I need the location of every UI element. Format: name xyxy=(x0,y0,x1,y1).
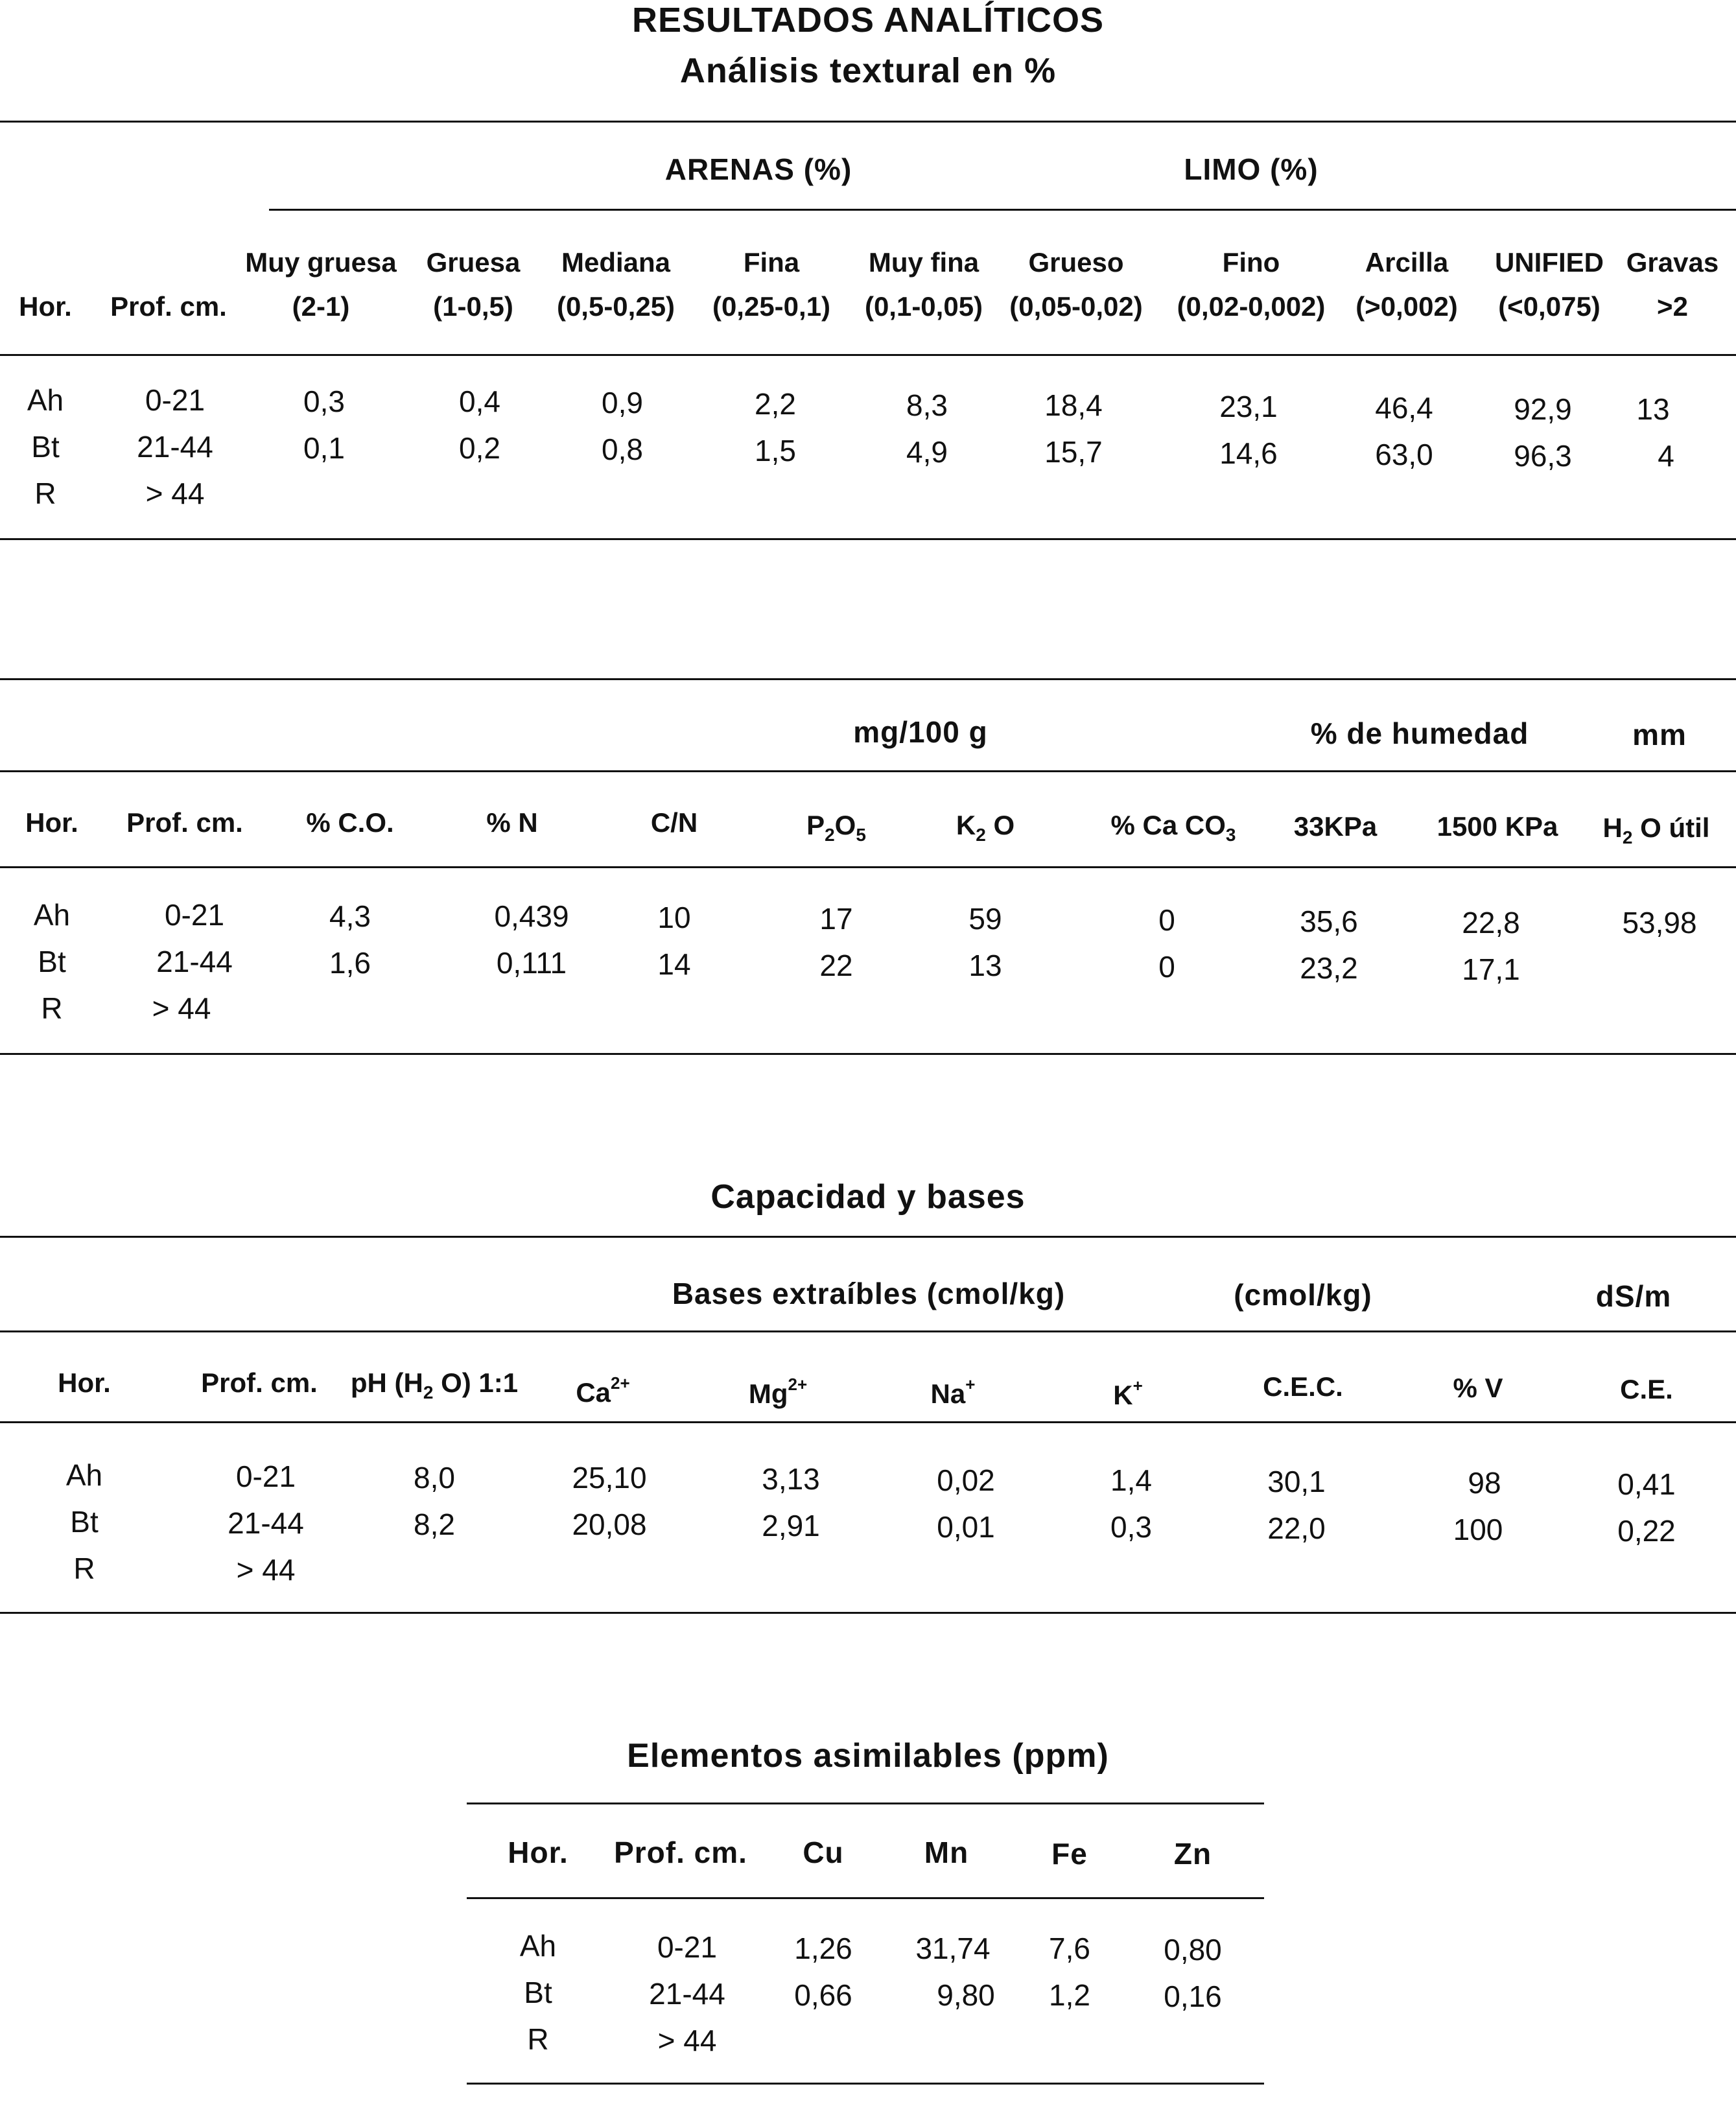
table2-group-rule xyxy=(0,770,1736,772)
t3-h-ca-sup: 2+ xyxy=(611,1373,630,1393)
t2-h-co: % C.O. xyxy=(306,807,394,838)
t1-r1-c2: 0,1 xyxy=(303,431,345,465)
table4-bottom-rule xyxy=(467,2083,1264,2085)
t2-r0-k2o: 59 xyxy=(968,902,1002,936)
t1-r0-c4: 0,9 xyxy=(602,386,643,420)
t3-h-prof: Prof. cm. xyxy=(201,1367,318,1398)
t4-r1-mn: 9,80 xyxy=(937,1978,995,2012)
t4-r1-cu: 0,66 xyxy=(794,1978,852,2012)
t3-r0-cec: 30,1 xyxy=(1267,1465,1326,1498)
t2-h-k2o-a: K xyxy=(956,810,976,840)
t3-h-cec: C.E.C. xyxy=(1263,1371,1343,1402)
t1-h10-l1: (<0,075) xyxy=(1498,291,1601,322)
t1-r0-c10: 92,9 xyxy=(1514,392,1572,426)
t1-r0-c3: 0,4 xyxy=(459,384,500,418)
t3-h-mg-a: Mg xyxy=(748,1378,788,1409)
t3-r1-hor: Bt xyxy=(70,1505,99,1539)
t4-h-prof: Prof. cm. xyxy=(614,1836,747,1869)
t3-r0-ce: 0,41 xyxy=(1617,1467,1676,1501)
t3-h-na-a: Na xyxy=(930,1378,966,1409)
t1-r0-c2: 0,3 xyxy=(303,384,345,418)
t2-r2-hor: R xyxy=(41,991,63,1025)
table1-top-rule xyxy=(0,121,1736,123)
table3-header-rule xyxy=(0,1421,1736,1423)
t4-r0-zn: 0,80 xyxy=(1164,1933,1222,1967)
t1-h8-l0: Fino xyxy=(1222,247,1280,278)
elementos-title: Elementos asimilables (ppm) xyxy=(627,1737,1109,1775)
t2-h-k2o xyxy=(921,804,1050,857)
t2-h-prof: Prof. cm. xyxy=(126,807,243,838)
group-humedad: % de humedad xyxy=(1310,716,1529,750)
t2-h-h2o-s: 2 xyxy=(1622,827,1633,847)
t1-r0-hor: Ah xyxy=(27,383,64,417)
t4-r0-hor: Ah xyxy=(519,1929,557,1963)
t2-r0-h2o: 53,98 xyxy=(1622,906,1697,940)
t1-h2-l0: Muy gruesa xyxy=(245,247,397,278)
t3-h-k-a: K xyxy=(1113,1380,1133,1410)
t3-h-ca xyxy=(551,1362,655,1414)
t4-r2-hor: R xyxy=(527,2022,549,2056)
t1-r0-c7: 18,4 xyxy=(1044,388,1103,422)
t2-h-h2o-a: H xyxy=(1602,812,1623,843)
capacidad-title: Capacidad y bases xyxy=(710,1178,1026,1216)
t4-r1-prof: 21-44 xyxy=(649,1977,725,2011)
group-ds: dS/m xyxy=(1595,1279,1672,1313)
t2-h-p2o5-b: O xyxy=(834,810,856,840)
t2-r1-p2o5: 22 xyxy=(819,949,853,982)
t4-r0-prof: 0-21 xyxy=(657,1930,718,1964)
t1-h5-l1: (0,25-0,1) xyxy=(712,291,831,322)
t4-h-cu: Cu xyxy=(803,1836,844,1869)
t4-h-zn: Zn xyxy=(1173,1837,1212,1871)
t3-r1-na: 0,01 xyxy=(937,1510,995,1544)
t1-r0-c6: 8,3 xyxy=(906,388,948,422)
t2-r0-n: 0,439 xyxy=(494,899,569,933)
t4-r2-prof: > 44 xyxy=(657,2024,717,2057)
t1-r1-c3: 0,2 xyxy=(459,431,500,465)
t1-h11-l0: Gravas xyxy=(1626,247,1719,278)
table2-top-rule xyxy=(0,678,1736,680)
t1-r2-prof: > 44 xyxy=(145,477,205,510)
t3-h-k-sup: + xyxy=(1132,1376,1143,1395)
t4-r1-zn: 0,16 xyxy=(1164,1980,1222,2013)
t2-h-caco3-a: % Ca CO xyxy=(1110,810,1226,840)
t3-r1-ph: 8,2 xyxy=(414,1507,455,1541)
t4-h-mn: Mn xyxy=(924,1836,969,1869)
t3-h-k xyxy=(1076,1364,1180,1417)
t3-h-v: % V xyxy=(1453,1373,1503,1403)
t2-h-h2o-b: O útil xyxy=(1632,812,1710,843)
t3-h-hor: Hor. xyxy=(58,1367,111,1398)
t1-h6-l0: Muy fina xyxy=(868,247,979,278)
t4-h-hor: Hor. xyxy=(508,1836,569,1869)
t1-r2-hor: R xyxy=(34,477,56,510)
t1-h7-l1: (0,05-0,02) xyxy=(1009,291,1143,322)
t2-r1-hor: Bt xyxy=(38,945,66,978)
t2-r1-33kpa: 23,2 xyxy=(1300,951,1358,985)
t2-h-h2o xyxy=(1582,807,1731,859)
table3-bottom-rule xyxy=(0,1612,1736,1614)
table1-group-rule xyxy=(269,209,1736,211)
t2-r0-co: 4,3 xyxy=(329,899,371,933)
t3-h-mg xyxy=(726,1363,830,1415)
t3-r2-hor: R xyxy=(73,1552,95,1585)
t3-r2-prof: > 44 xyxy=(236,1553,296,1587)
t2-h-p2o5-s2: 5 xyxy=(856,825,866,845)
t1-r0-c11: 13 xyxy=(1636,392,1670,426)
group-mg: mg/100 g xyxy=(853,715,988,749)
t2-r0-prof: 0-21 xyxy=(164,898,225,932)
t4-r0-fe: 7,6 xyxy=(1049,1932,1090,1965)
t1-h6-l1: (0,1-0,05) xyxy=(864,291,983,322)
t4-r1-fe: 1,2 xyxy=(1049,1978,1090,2012)
t3-h-ph-a: pH (H xyxy=(350,1367,423,1398)
t1-r0-c5: 2,2 xyxy=(755,387,796,421)
group-limo: LIMO (%) xyxy=(1184,152,1319,186)
t3-r1-v: 100 xyxy=(1453,1513,1503,1546)
t3-r0-ca: 25,10 xyxy=(572,1461,647,1495)
table4-top-rule xyxy=(467,1803,1264,1804)
group-cmol: (cmol/kg) xyxy=(1234,1278,1372,1312)
t3-r1-k: 0,3 xyxy=(1110,1510,1152,1544)
t1-r1-hor: Bt xyxy=(31,430,60,464)
t3-r0-ph: 8,0 xyxy=(414,1461,455,1495)
table4-header-rule xyxy=(467,1897,1264,1899)
t1-r1-c8: 14,6 xyxy=(1219,436,1278,470)
t1-r1-c7: 15,7 xyxy=(1044,435,1103,469)
t3-h-ph-s: 2 xyxy=(423,1382,434,1402)
t1-r1-c5: 1,5 xyxy=(755,434,796,467)
t3-h-ph-b: O) 1:1 xyxy=(433,1367,519,1398)
t2-r1-co: 1,6 xyxy=(329,946,371,980)
t2-r1-n: 0,111 xyxy=(496,946,567,980)
t3-r0-k: 1,4 xyxy=(1110,1463,1152,1497)
table1-bottom-rule xyxy=(0,538,1736,540)
t1-r1-c11: 4 xyxy=(1658,439,1674,473)
textural-title: Análisis textural en % xyxy=(679,51,1057,90)
t2-r1-1500kpa: 17,1 xyxy=(1462,952,1520,986)
t1-r0-c9: 46,4 xyxy=(1375,391,1433,425)
t1-r1-c9: 63,0 xyxy=(1375,438,1433,471)
t2-h-k2o-b: O xyxy=(985,810,1015,840)
t1-h3-l0: Gruesa xyxy=(426,247,521,278)
t3-h-na-sup: + xyxy=(965,1375,976,1394)
t3-r0-v: 98 xyxy=(1468,1466,1501,1500)
t2-r0-33kpa: 35,6 xyxy=(1300,904,1358,938)
t2-r1-caco3: 0 xyxy=(1158,950,1175,984)
t3-r1-mg: 2,91 xyxy=(762,1509,820,1543)
t1-h3-l1: (1-0,5) xyxy=(433,291,513,322)
t2-r0-p2o5: 17 xyxy=(819,902,853,936)
t3-r1-ca: 20,08 xyxy=(572,1507,647,1541)
group-mm: mm xyxy=(1632,718,1687,751)
t3-h-mg-sup: 2+ xyxy=(788,1375,808,1394)
t1-h5-l0: Fina xyxy=(743,247,800,278)
t4-r0-cu: 1,26 xyxy=(794,1932,852,1965)
t2-h-k2o-s: 2 xyxy=(976,825,986,845)
main-title: RESULTADOS ANALÍTICOS xyxy=(632,1,1104,40)
t1-r1-c6: 4,9 xyxy=(906,435,948,469)
t1-h4-l0: Mediana xyxy=(561,247,671,278)
table1-header-rule xyxy=(0,354,1736,356)
t2-h-p2o5-s1: 2 xyxy=(825,825,835,845)
t4-r0-mn: 31,74 xyxy=(915,1932,991,1965)
t3-h-ph xyxy=(337,1362,532,1414)
t4-h-fe: Fe xyxy=(1051,1837,1088,1871)
table2-header-rule xyxy=(0,866,1736,868)
t2-h-cn: C/N xyxy=(650,807,698,838)
t1-h9-l1: (>0,002) xyxy=(1355,291,1458,322)
t4-r1-hor: Bt xyxy=(524,1976,552,2009)
t2-h-n: % N xyxy=(486,807,538,838)
t1-r0-prof: 0-21 xyxy=(145,383,205,417)
t2-h-caco3-s: 3 xyxy=(1225,825,1236,845)
t1-r0-c8: 23,1 xyxy=(1219,390,1278,423)
t3-h-ca-a: Ca xyxy=(576,1377,611,1408)
t1-r1-c4: 0,8 xyxy=(602,432,643,466)
t2-h-p2o5 xyxy=(771,804,901,857)
table3-top-rule xyxy=(0,1236,1736,1238)
t2-h-1500kpa: 1500 KPa xyxy=(1437,811,1558,842)
t1-h7-l0: Grueso xyxy=(1028,247,1124,278)
t3-r0-mg: 3,13 xyxy=(762,1462,820,1496)
t2-r1-prof: 21-44 xyxy=(156,945,233,978)
t1-h9-l0: Arcilla xyxy=(1365,247,1449,278)
t2-r2-prof: > 44 xyxy=(152,991,211,1025)
t1-h1-l1: Prof. cm. xyxy=(110,291,227,322)
t1-r1-c10: 96,3 xyxy=(1514,439,1572,473)
t1-h11-l1: >2 xyxy=(1657,291,1688,322)
t2-r1-cn: 14 xyxy=(657,947,691,981)
t2-r0-caco3: 0 xyxy=(1158,903,1175,937)
t1-h0-l1: Hor. xyxy=(19,291,72,322)
t2-r0-cn: 10 xyxy=(657,901,691,934)
t1-r1-prof: 21-44 xyxy=(137,430,213,464)
t2-r0-hor: Ah xyxy=(33,898,71,932)
t1-h8-l1: (0,02-0,002) xyxy=(1177,291,1326,322)
t2-h-caco3 xyxy=(1089,804,1258,857)
t3-r0-na: 0,02 xyxy=(937,1463,995,1497)
t3-r0-hor: Ah xyxy=(65,1458,103,1492)
table2-bottom-rule xyxy=(0,1053,1736,1055)
t3-r1-cec: 22,0 xyxy=(1267,1511,1326,1545)
t3-r1-prof: 21-44 xyxy=(228,1506,304,1540)
t3-h-na xyxy=(901,1363,1005,1415)
t1-h2-l1: (2-1) xyxy=(292,291,350,322)
t3-h-ce: C.E. xyxy=(1620,1374,1673,1404)
t2-r1-k2o: 13 xyxy=(968,949,1002,982)
t3-r1-ce: 0,22 xyxy=(1617,1514,1676,1548)
t1-h10-l0: UNIFIED xyxy=(1495,247,1604,278)
group-bases: Bases extraíbles (cmol/kg) xyxy=(672,1277,1066,1310)
t2-h-33kpa: 33KPa xyxy=(1293,811,1378,842)
t2-h-hor: Hor. xyxy=(25,807,78,838)
table3-group-rule xyxy=(0,1330,1736,1332)
t2-r0-1500kpa: 22,8 xyxy=(1462,906,1520,940)
group-arenas: ARENAS (%) xyxy=(664,152,852,186)
t1-h4-l1: (0,5-0,25) xyxy=(556,291,675,322)
t2-h-p2o5-a: P xyxy=(806,810,825,840)
t3-r0-prof: 0-21 xyxy=(235,1460,296,1493)
